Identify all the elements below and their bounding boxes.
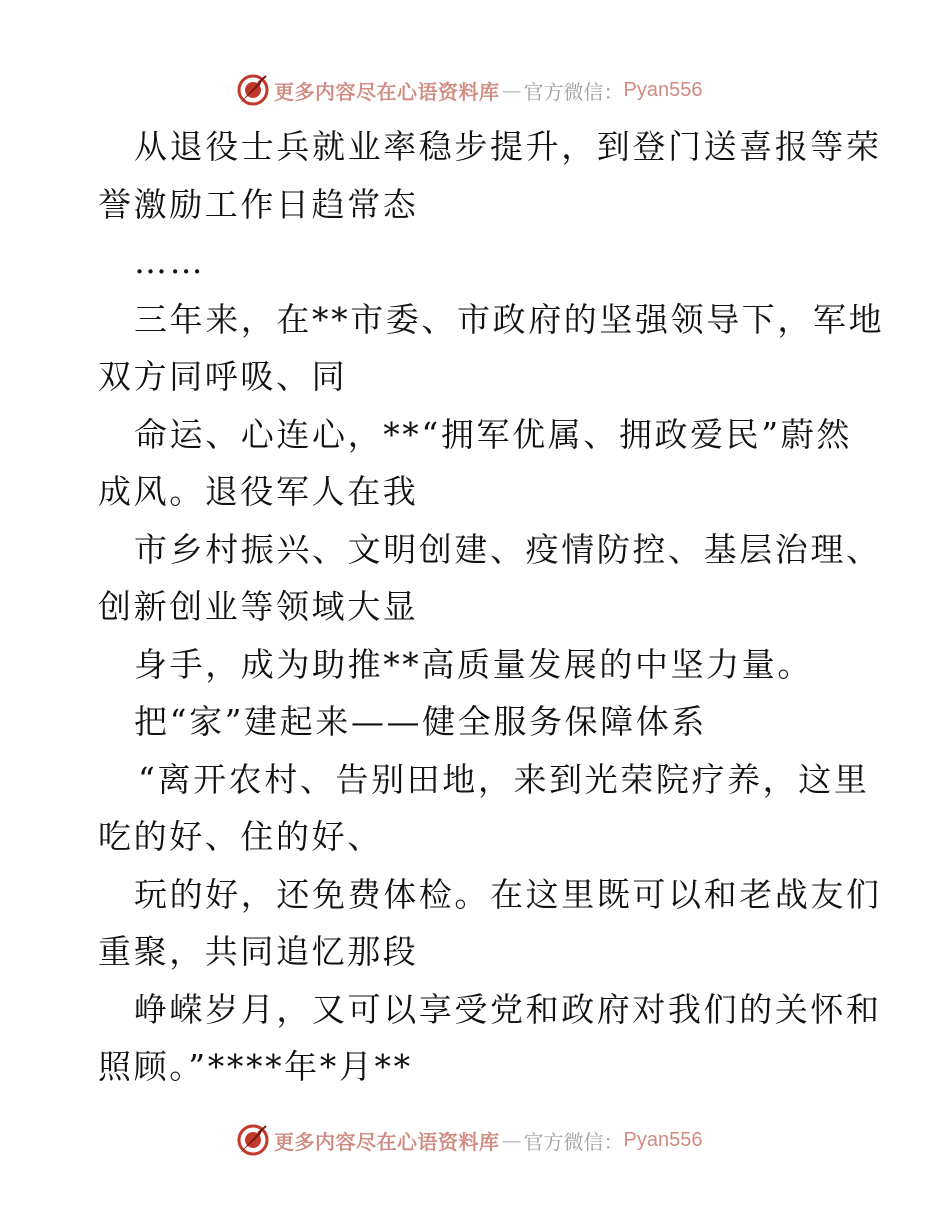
body-line: “离开农村、告别田地，来到光荣院疗养，这里: [138, 759, 870, 799]
body-line: ……: [134, 242, 206, 281]
watermark-dash: —: [501, 1128, 522, 1152]
body-line: 成风。退役军人在我: [98, 472, 419, 511]
watermark-wechat-label: 官方微信：: [523, 79, 624, 104]
quill-seal-icon: [236, 73, 270, 107]
body-line: 照顾。”****年*月**: [98, 1047, 413, 1086]
body-line: 市乡村振兴、文明创建、疫情防控、基层治理、: [134, 529, 882, 569]
section-heading: 把“家”建起来——健全服务保障体系: [134, 702, 707, 741]
watermark-wechat-id: Pyan556: [623, 1128, 703, 1151]
body-line: 命运、心连心，**“拥军优属、拥政爱民”蔚然: [134, 414, 852, 454]
body-line: 创新创业等领域大显: [98, 587, 419, 626]
watermark-dash: —: [501, 78, 522, 102]
body-line: 身手，成为助推**高质量发展的中坚力量。: [134, 644, 813, 684]
body-line: 重聚，共同追忆那段: [98, 932, 419, 971]
header-watermark: [236, 70, 702, 110]
document-body: [98, 118, 885, 1096]
watermark-wechat-id: Pyan556: [623, 78, 703, 101]
body-line: 誉激励工作日趋常态: [98, 184, 419, 224]
body-line: 从退役士兵就业率稳步提升，到登门送喜报等荣: [134, 127, 882, 166]
watermark-text: 更多内容尽在心语资料库: [274, 1129, 500, 1154]
watermark-wechat-label: 官方微信：: [523, 1129, 624, 1154]
body-line: 吃的好、住的好、: [98, 817, 383, 856]
body-line: 玩的好，还免费体检。在这里既可以和老战友们: [134, 874, 882, 914]
body-line: 三年来，在**市委、市政府的坚强领导下，军地: [134, 299, 885, 339]
body-line: 双方同呼吸、同: [98, 357, 348, 396]
quill-seal-icon: [236, 1123, 270, 1157]
body-line: 峥嵘岁月，又可以享受党和政府对我们的关怀和: [134, 989, 882, 1029]
footer-watermark: [236, 1120, 702, 1160]
watermark-text: 更多内容尽在心语资料库: [274, 79, 500, 104]
